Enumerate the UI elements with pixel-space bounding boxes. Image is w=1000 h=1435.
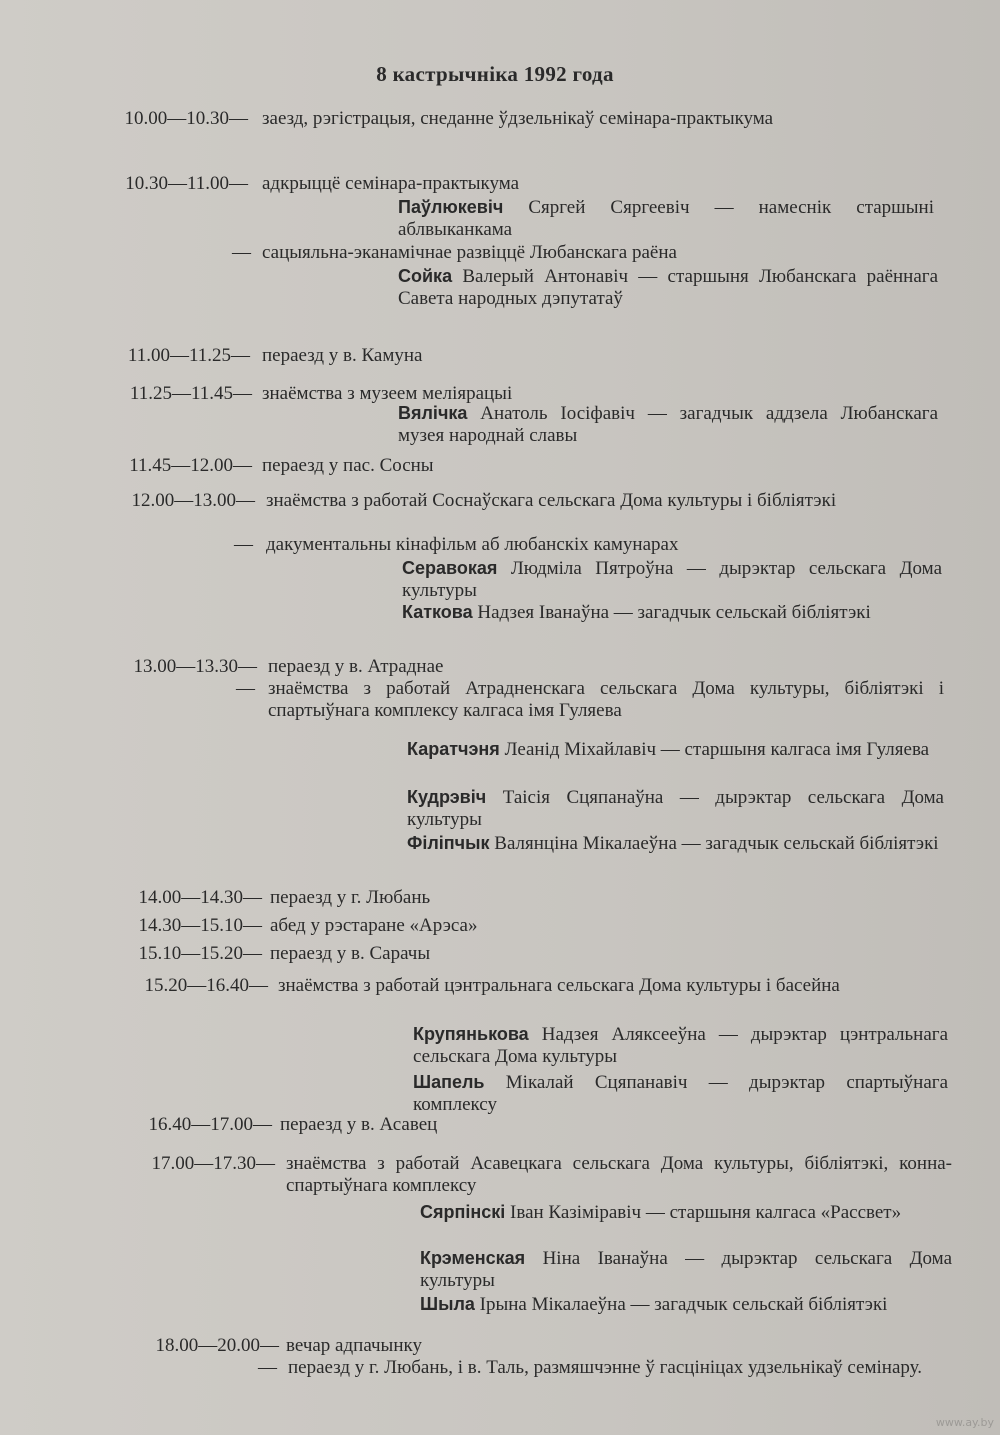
sub-item-dash: — xyxy=(236,678,255,699)
time-range: 10.30—11.00— xyxy=(125,173,248,194)
time-range: 17.00—17.30— xyxy=(151,1153,275,1174)
item-description: заезд, рэгістрацыя, снеданне ўдзельнікаў семінара-практыкума xyxy=(262,108,774,129)
person-details: Іван Казіміравіч — старшыня калгаса «Рассвет» xyxy=(510,1202,902,1223)
sub-item-description: знаёмства з работай Атрадненскага сельскага Дома культуры, бібліятэкі і спартыўнага комплексу калгаса імя Гуляева xyxy=(268,678,944,721)
person-surname: Каратчэня xyxy=(407,739,500,759)
person-details: Анатоль Іосіфавіч — загадчык аддзела Любанскага музея народнай славы xyxy=(398,403,939,446)
time-range: 11.25—11.45— xyxy=(129,383,252,404)
person-surname: Крэменская xyxy=(420,1248,526,1268)
person-surname: Шыла xyxy=(420,1294,475,1314)
time-range: 11.00—11.25— xyxy=(127,345,250,366)
time-range: 10.00—10.30— xyxy=(124,108,248,129)
item-description: пераезд у пас. Сосны xyxy=(262,455,434,476)
sub-item-description: сацыяльна-эканамічнае развіццё Любанскага раёна xyxy=(262,242,677,263)
person-entry xyxy=(398,265,938,310)
time-range: 14.30—15.10— xyxy=(138,915,262,936)
person-surname: Шапель xyxy=(413,1072,485,1092)
item-description: абед у рэстаране «Арэса» xyxy=(270,915,478,936)
person-details: Таісія Сцяпанаўна — дырэктар сельскага Дома культуры xyxy=(407,787,944,830)
time-range: 16.40—17.00— xyxy=(148,1114,272,1135)
person-entry xyxy=(402,601,942,624)
person-surname: Філіпчык xyxy=(407,833,490,853)
person-entry xyxy=(402,557,942,602)
person-entry xyxy=(407,738,944,761)
item-description: адкрыццё семінара-практыкума xyxy=(262,173,520,194)
item-description: пераезд у в. Камуна xyxy=(262,345,423,366)
person-entry xyxy=(398,196,934,241)
item-description: пераезд у в. Сарачы xyxy=(270,943,431,964)
person-entry xyxy=(420,1201,952,1224)
time-range: 13.00—13.30— xyxy=(133,656,257,677)
item-description: пераезд у в. Асавец xyxy=(280,1114,438,1135)
person-surname: Каткова xyxy=(402,602,473,622)
sub-item-description: пераезд у г. Любань, і в. Таль, размяшчэнне ў гасцініцах удзельнікаў семінару. xyxy=(288,1357,922,1378)
person-surname: Сойка xyxy=(398,266,453,286)
person-details: Надзея Аляксееўна — дырэктар цэнтральнага сельскага Дома культуры xyxy=(413,1024,949,1067)
item-description: пераезд у в. Атраднае xyxy=(268,656,444,677)
person-entry xyxy=(407,786,944,831)
item-description: знаёмства з работай Соснаўскага сельскага Дома культуры і бібліятэкі xyxy=(266,490,837,511)
item-description: вечар адпачынку xyxy=(286,1335,422,1356)
time-range: 18.00—20.00— xyxy=(155,1335,279,1356)
sub-item-dash: — xyxy=(234,534,253,555)
person-entry xyxy=(420,1247,952,1292)
person-entry xyxy=(413,1023,948,1068)
sub-item-dash: — xyxy=(232,242,251,263)
person-entry xyxy=(398,402,938,447)
item-description: знаёмства з работай цэнтральнага сельскага Дома культуры і басейна xyxy=(278,975,840,996)
person-surname: Крупянькова xyxy=(413,1024,529,1044)
person-details: Валянціна Мікалаеўна — загадчык сельскай бібліятэкі xyxy=(494,833,939,854)
time-range: 11.45—12.00— xyxy=(129,455,252,476)
person-surname: Паўлюкевіч xyxy=(398,197,504,217)
person-entry xyxy=(413,1071,948,1116)
sub-item-description: дакументальны кінафільм аб любанскіх камунарах xyxy=(266,534,679,555)
time-range: 14.00—14.30— xyxy=(138,887,262,908)
item-description: знаёмства з музеем меліярацыі xyxy=(262,383,513,404)
person-surname: Кудрэвіч xyxy=(407,787,487,807)
time-range: 15.20—16.40— xyxy=(144,975,268,996)
person-details: Ніна Іванаўна — дырэктар сельскага Дома культуры xyxy=(420,1248,953,1291)
person-entry xyxy=(420,1293,952,1316)
item-description: пераезд у г. Любань xyxy=(270,887,431,908)
person-surname: Сярпінскі xyxy=(420,1202,506,1222)
person-details: Людміла Пятроўна — дырэктар сельскага Дома культуры xyxy=(402,558,942,601)
person-surname: Вялічка xyxy=(398,403,468,423)
person-entry xyxy=(407,832,944,855)
time-range: 12.00—13.00— xyxy=(131,490,255,511)
person-details: Леанід Міхайлавіч — старшыня калгаса імя Гуляева xyxy=(504,739,930,760)
item-description: знаёмства з работай Асавецкага сельскага Дома культуры, бібліятэкі, конна-спартыўнага комплексу xyxy=(286,1153,952,1196)
watermark-text: www.ay.by xyxy=(935,1416,994,1429)
page-title: 8 кастрычніка 1992 года xyxy=(376,62,614,86)
person-details: Надзея Іванаўна — загадчык сельскай бібліятэкі xyxy=(477,602,871,623)
person-surname: Серавокая xyxy=(402,558,498,578)
person-details: Мікалай Сцяпанавіч — дырэктар спартыўнага комплексу xyxy=(413,1072,949,1115)
person-details: Сяргей Сяргеевіч — намеснік старшыні аблвыканкама xyxy=(398,197,934,240)
sub-item-dash: — xyxy=(258,1357,277,1378)
person-details: Валерый Антонавіч — старшыня Любанскага раённага Савета народных дэпутатаў xyxy=(398,266,939,309)
time-range: 15.10—15.20— xyxy=(138,943,262,964)
person-details: Ірына Мікалаеўна — загадчык сельскай бібліятэкі xyxy=(479,1294,888,1315)
